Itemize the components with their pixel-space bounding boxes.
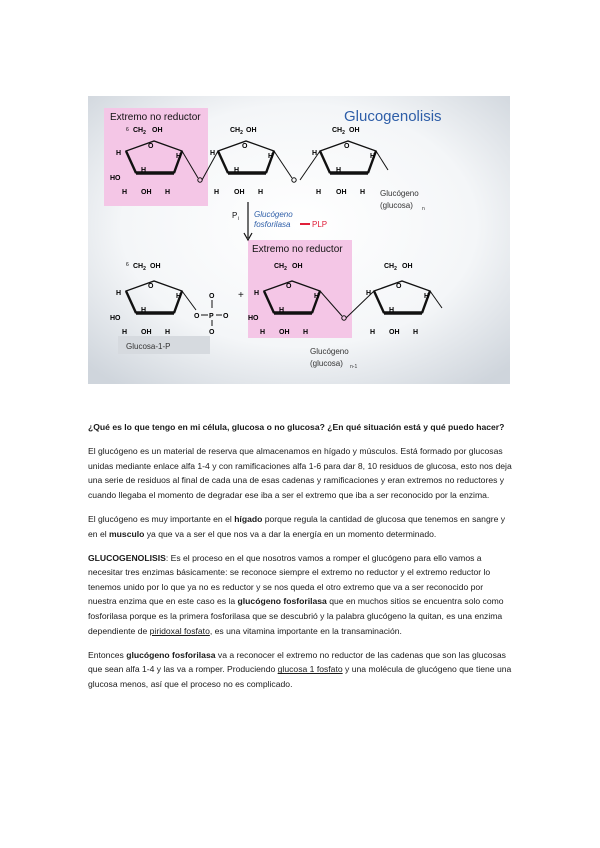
svg-text:H: H — [214, 189, 220, 196]
document-body — [88, 420, 512, 701]
svg-text:OH: OH — [336, 189, 347, 196]
nonreducing-end-label-1: Extremo no reductor — [110, 112, 201, 123]
svg-text:OH: OH — [279, 329, 290, 336]
svg-text:H: H — [254, 290, 260, 297]
svg-text:H: H — [268, 153, 274, 160]
glycogen-n-index: n — [422, 206, 425, 212]
svg-text:O: O — [148, 283, 154, 290]
svg-text:H: H — [336, 167, 342, 174]
svg-text:H: H — [370, 329, 376, 336]
svg-text:HO: HO — [110, 175, 121, 182]
glycogen-n1-label: Glucógeno — [310, 347, 349, 356]
bold-glycogen-phosphorylase: glucógeno fosforilasa — [237, 596, 327, 607]
pi-sub: i — [238, 216, 240, 222]
glycogen-n-label: Glucógeno — [380, 189, 419, 198]
text-span: va a reconocer el extremo no reductor de las cadenas que son las glucosas que sean alfa 1-4 y las va a romper. Produciendo — [88, 649, 506, 675]
svg-text:H: H — [258, 189, 264, 196]
svg-text:H: H — [424, 293, 430, 300]
svg-text:H: H — [141, 167, 147, 174]
svg-text:CH2: $CH_2$ — [274, 263, 287, 272]
glycogenolysis-diagram — [88, 96, 510, 384]
svg-text:O: O — [148, 143, 154, 150]
svg-text:H: H — [389, 307, 395, 314]
paragraph-glycogen-structure: El glucógeno es un material de reserva que almacenamos en hígado y músculos. Está formado por glucosas unidas mediante enlace alfa 1-4 y con ramificaciones alfa 1-6 para dar 8, 10 residuos de glucosa, esto nos deja una serie de residuos al final de cada una de esas cadenas y ramificaciones y eran extremos no reductores y cuando llegaba el momento de degradar ese iba a ser el extremo que iba a ser reconocido por la enzima. — [88, 446, 512, 500]
bold-muscle: musculo — [109, 528, 145, 539]
svg-text:H: H — [122, 329, 128, 336]
svg-text:O: O — [194, 313, 200, 320]
text-span: porque regula la cantidad de glucosa que tenemos en sangre y en el — [88, 513, 506, 539]
bold-glycogenolysis: GLUCOGENOLISIS — [88, 552, 166, 563]
svg-text:H: H — [370, 153, 376, 160]
svg-text:H: H — [314, 293, 320, 300]
svg-text:OH: OH — [234, 189, 245, 196]
svg-text:O: O — [209, 329, 215, 336]
svg-text:H: H — [312, 150, 318, 157]
paragraph-glycogen-importance — [88, 512, 512, 541]
svg-text:O: O — [344, 143, 350, 150]
svg-text:H: H — [176, 293, 182, 300]
svg-text:H: H — [316, 189, 322, 196]
svg-text:6: 6 — [126, 262, 129, 268]
svg-text:H: H — [303, 329, 309, 336]
svg-text:H: H — [141, 307, 147, 314]
svg-text:6: 6 — [126, 127, 129, 133]
bold-liver: hígado — [234, 513, 263, 524]
enzyme-line-2: fosforilasa — [254, 220, 291, 229]
svg-text:H: H — [176, 153, 182, 160]
svg-text:OH: OH — [349, 127, 360, 134]
paragraph-glycogenolysis — [88, 551, 512, 639]
svg-text:OH: OH — [141, 189, 152, 196]
glycogenolysis-figure — [88, 96, 510, 384]
svg-text:OH: OH — [292, 263, 303, 270]
svg-text:H: H — [234, 167, 240, 174]
svg-text:O: O — [286, 283, 292, 290]
text-span: ya que va a ser el que nos va a dar la energía en un momento determinado. — [144, 528, 437, 539]
svg-text:H: H — [122, 189, 128, 196]
figure-title: Glucogenolisis — [344, 108, 442, 125]
svg-text:CH2: $CH_2$ — [133, 263, 146, 272]
text-span: Entonces — [88, 649, 127, 660]
text-span: : Es el proceso en el que nosotros vamos a romper el glucógeno para ello vamos a necesitar tres enzimas básicamente: se reconoce siempre el extremo no reductor y el extremo reductor lo tenemos unido por lo que ya no es reductor y se nos queda el otro extremo que va a ser reconocido por nuestra enzima que en este caso es la — [88, 552, 491, 607]
svg-text:OH: OH — [246, 127, 257, 134]
svg-text:HO: HO — [248, 315, 259, 322]
underlined-glucose-1-phosphate: glucosa 1 fosfato — [277, 664, 343, 675]
svg-text:CH2: $CH_2$ — [133, 127, 146, 136]
svg-text:OH: OH — [152, 127, 163, 134]
svg-text:CH2: $CH_2$ — [332, 127, 345, 136]
glucose1p-label: Glucosa-1-P — [126, 342, 171, 351]
text-span: El glucógeno es muy importante en el — [88, 513, 235, 524]
svg-text:H: H — [260, 329, 266, 336]
svg-text:H: H — [116, 290, 122, 297]
svg-text:CH2: $CH_2$ — [230, 127, 243, 136]
svg-text:H: H — [279, 307, 285, 314]
svg-text:OH: OH — [389, 329, 400, 336]
svg-text:P: P — [209, 313, 214, 320]
text-span: y una molécula de glucógeno que tiene una glucosa menos, así que el proceso no es complicado. — [88, 664, 512, 689]
underlined-pyridoxal-phosphate: piridoxal fosfato — [149, 625, 210, 636]
text-span: que en muchos sitios se encuentra solo como fosforilasa porque es la primera fosforilasa que se descubrió y la palabra glucógeno la quitan, es una enzima dependiente de — [88, 596, 504, 636]
svg-text:O: O — [223, 313, 229, 320]
svg-text:OH: OH — [141, 329, 152, 336]
cofactor-label: PLP — [312, 220, 328, 229]
svg-text:O: O — [242, 143, 248, 150]
svg-text:H: H — [210, 150, 216, 157]
svg-text:OH: OH — [150, 263, 161, 270]
svg-text:HO: HO — [110, 315, 121, 322]
pi-label: P — [232, 211, 238, 220]
svg-text:H: H — [413, 329, 419, 336]
glycogen-n1-sub: (glucosa) — [310, 359, 343, 368]
plus-sign: + — [238, 290, 244, 301]
enzyme-line-1: Glucógeno — [254, 210, 293, 219]
svg-text:CH2: $CH_2$ — [384, 263, 397, 272]
svg-text:H: H — [116, 150, 122, 157]
bold-glycogen-phosphorylase-2: glucógeno fosforilasa — [126, 649, 216, 660]
svg-text:H: H — [360, 189, 366, 196]
text-span: , es una vitamina importante en la transaminación. — [209, 625, 402, 636]
svg-text:H: H — [165, 189, 171, 196]
glycogen-n-sub: (glucosa) — [380, 201, 413, 210]
svg-text:O: O — [209, 293, 215, 300]
svg-text:OH: OH — [402, 263, 413, 270]
question-heading: ¿Qué es lo que tengo en mi célula, glucosa o no glucosa? ¿En qué situación está y qué puedo hacer? — [88, 422, 505, 432]
paragraph-conclusion — [88, 648, 512, 692]
nonreducing-end-label-2: Extremo no reductor — [252, 244, 343, 255]
glycogen-n1-index: n-1 — [350, 364, 358, 370]
svg-text:H: H — [165, 329, 171, 336]
svg-text:O: O — [396, 283, 402, 290]
svg-text:H: H — [366, 290, 372, 297]
